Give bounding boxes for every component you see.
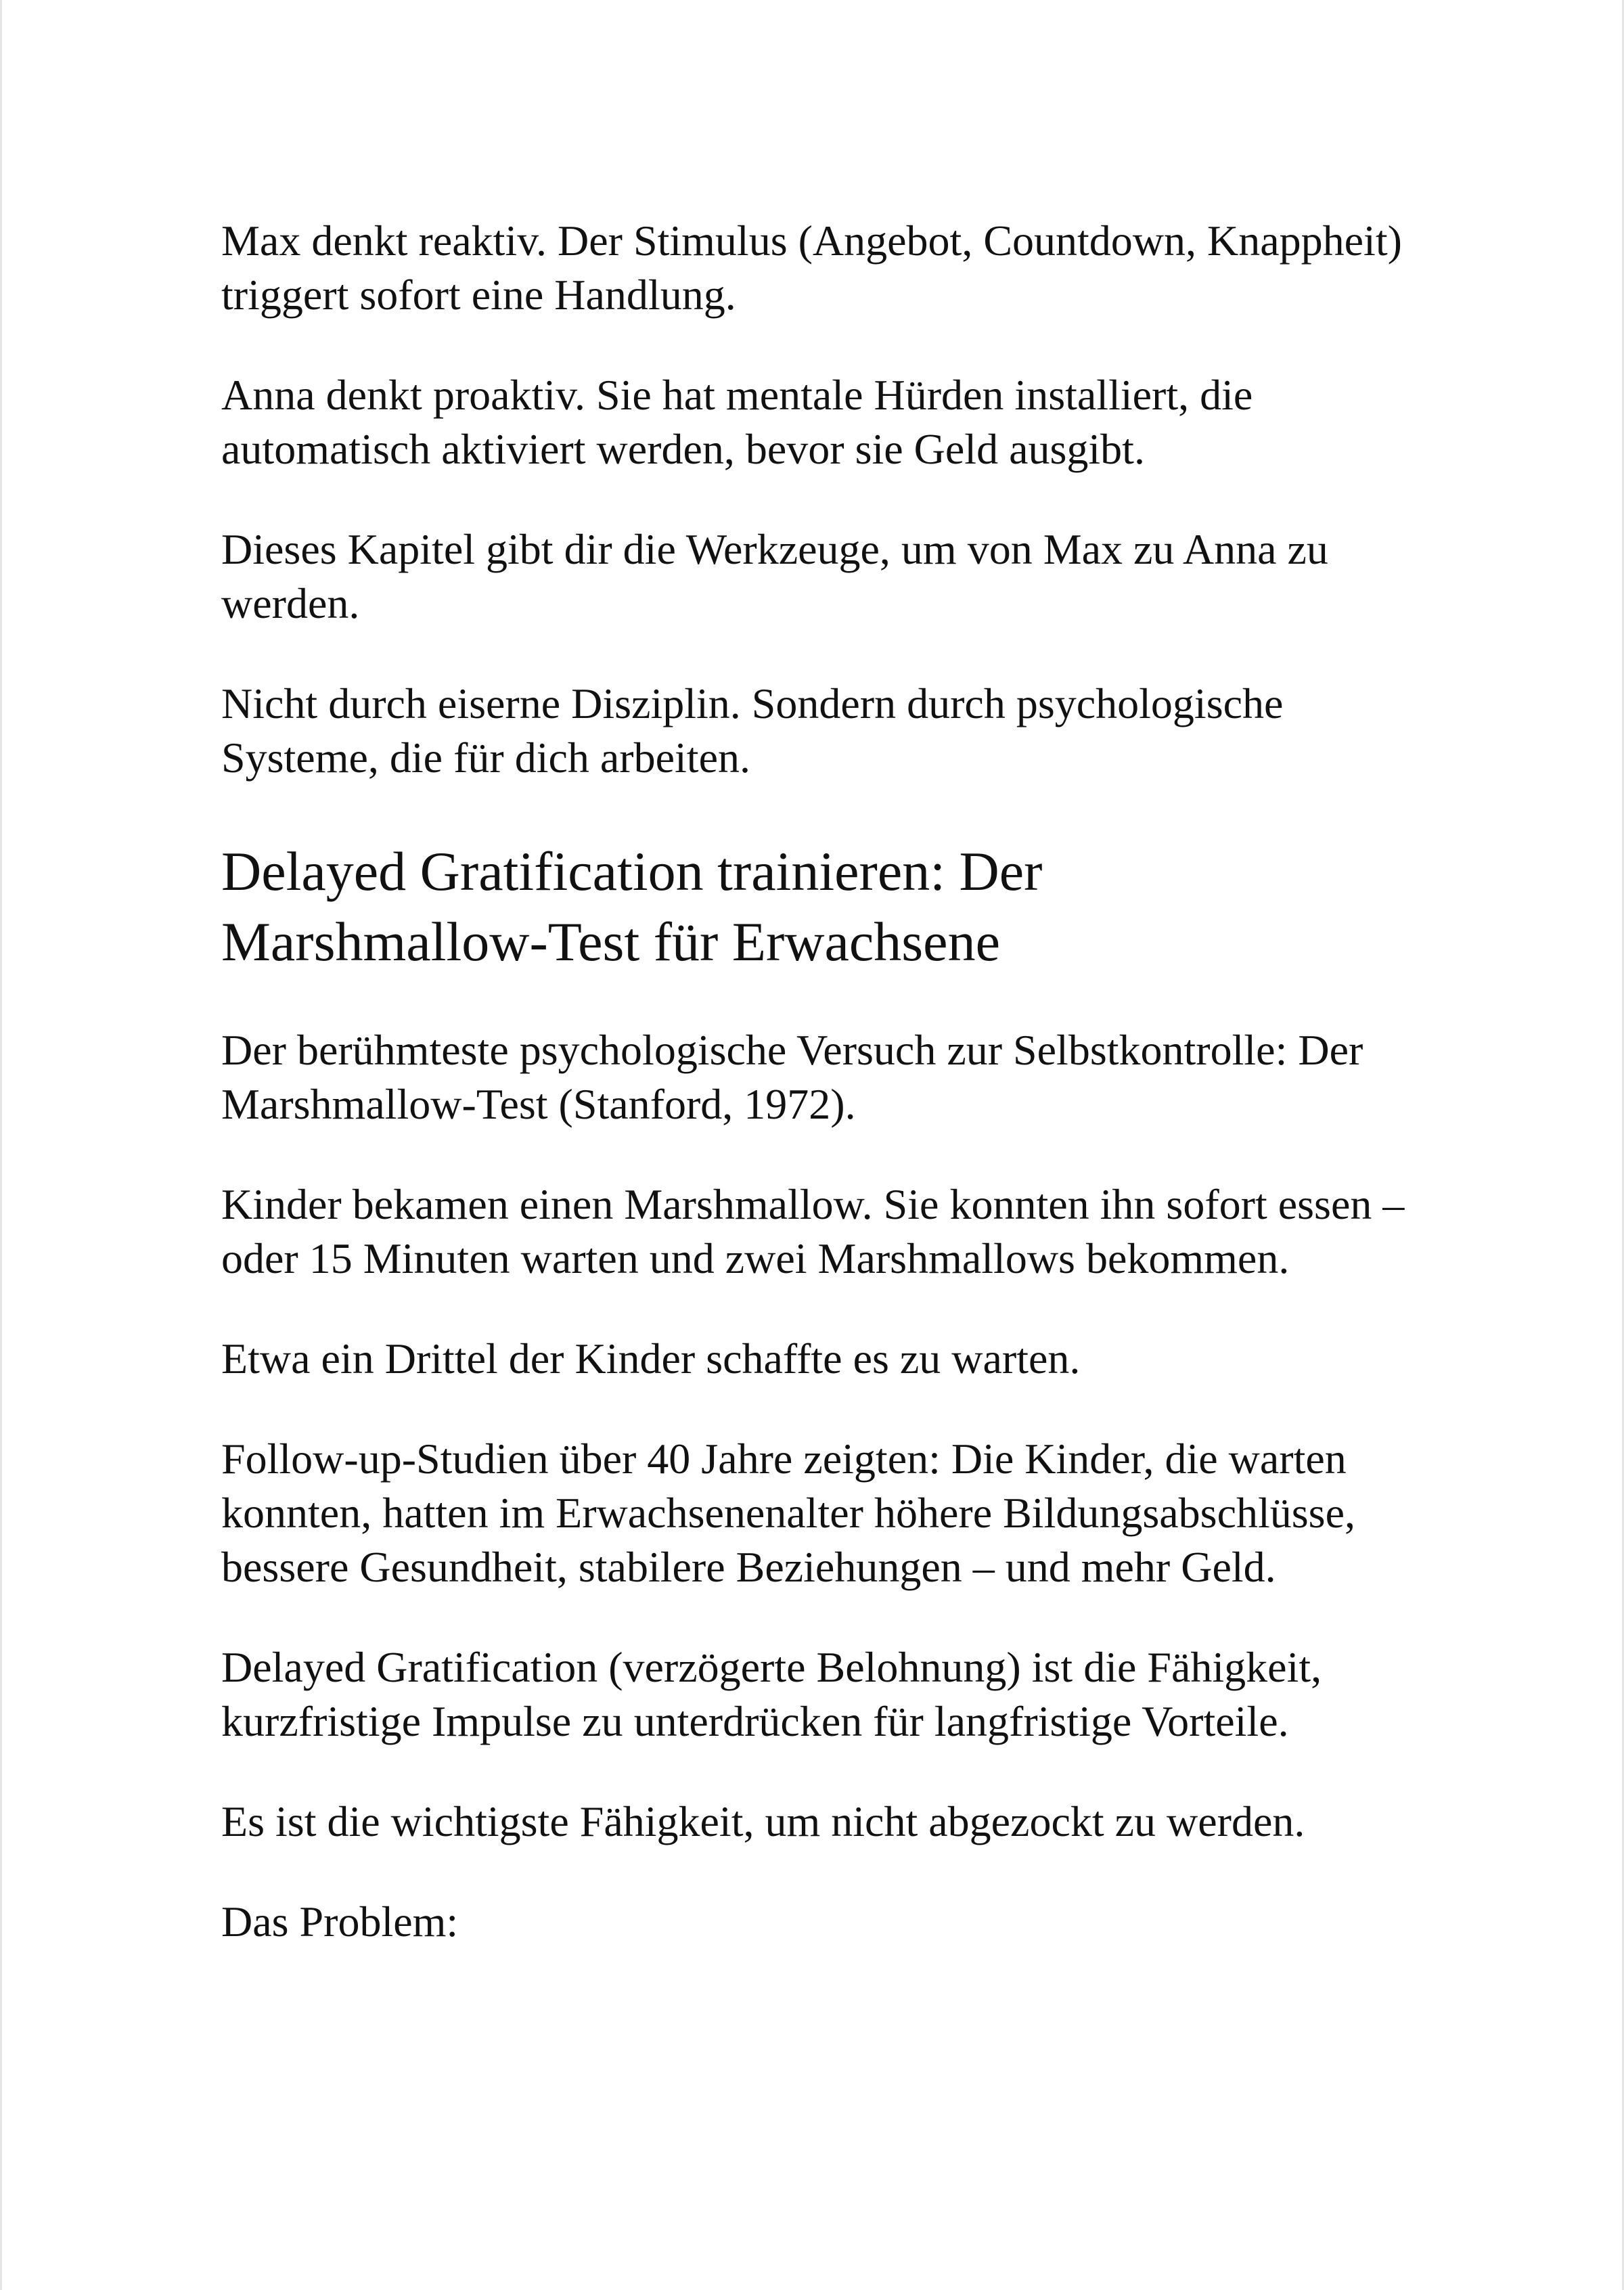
paragraph: Kinder bekamen einen Marshmallow. Sie konnten ihn sofort essen – oder 15 Minuten warten und zwei Marshmallows bekommen. (221, 1180, 1405, 1282)
paragraph: Der berühmteste psychologische Versuch zur Selbstkontrolle: Der Marshmallow-Test (Stanford, 1972). (221, 1026, 1363, 1128)
paragraph: Es ist die wichtigste Fähigkeit, um nicht abgezockt zu werden. (221, 1797, 1305, 1845)
paragraph: Anna denkt proaktiv. Sie hat mentale Hürden installiert, die automatisch aktiviert werden, bevor sie Geld ausgibt. (221, 371, 1253, 473)
paragraph: Nicht durch eiserne Disziplin. Sondern durch psychologische Systeme, die für dich arbeiten. (221, 679, 1284, 782)
paragraph: Etwa ein Drittel der Kinder schaffte es zu warten. (221, 1334, 1081, 1383)
paragraph: Das Problem: (221, 1898, 459, 1946)
paragraph: Dieses Kapitel gibt dir die Werkzeuge, um von Max zu Anna zu werden. (221, 525, 1328, 627)
paragraph: Follow-up-Studien über 40 Jahre zeigten: Die Kinder, die warten konnten, hatten im Erwachsenenalter höhere Bildungsabschlüsse, bessere Gesundheit, stabilere Beziehungen – und mehr Geld. (221, 1435, 1355, 1591)
paragraph: Max denkt reaktiv. Der Stimulus (Angebot, Countdown, Knappheit) triggert sofort eine Handlung. (221, 217, 1402, 319)
section-heading: Delayed Gratification trainieren: Der Marshmallow-Test für Erwachsene (221, 840, 1043, 972)
paragraph: Delayed Gratification (verzögerte Belohnung) ist die Fähigkeit, kurzfristige Impulse zu unterdrücken für langfristige Vorteile. (221, 1643, 1322, 1745)
document-content (221, 214, 1439, 1995)
